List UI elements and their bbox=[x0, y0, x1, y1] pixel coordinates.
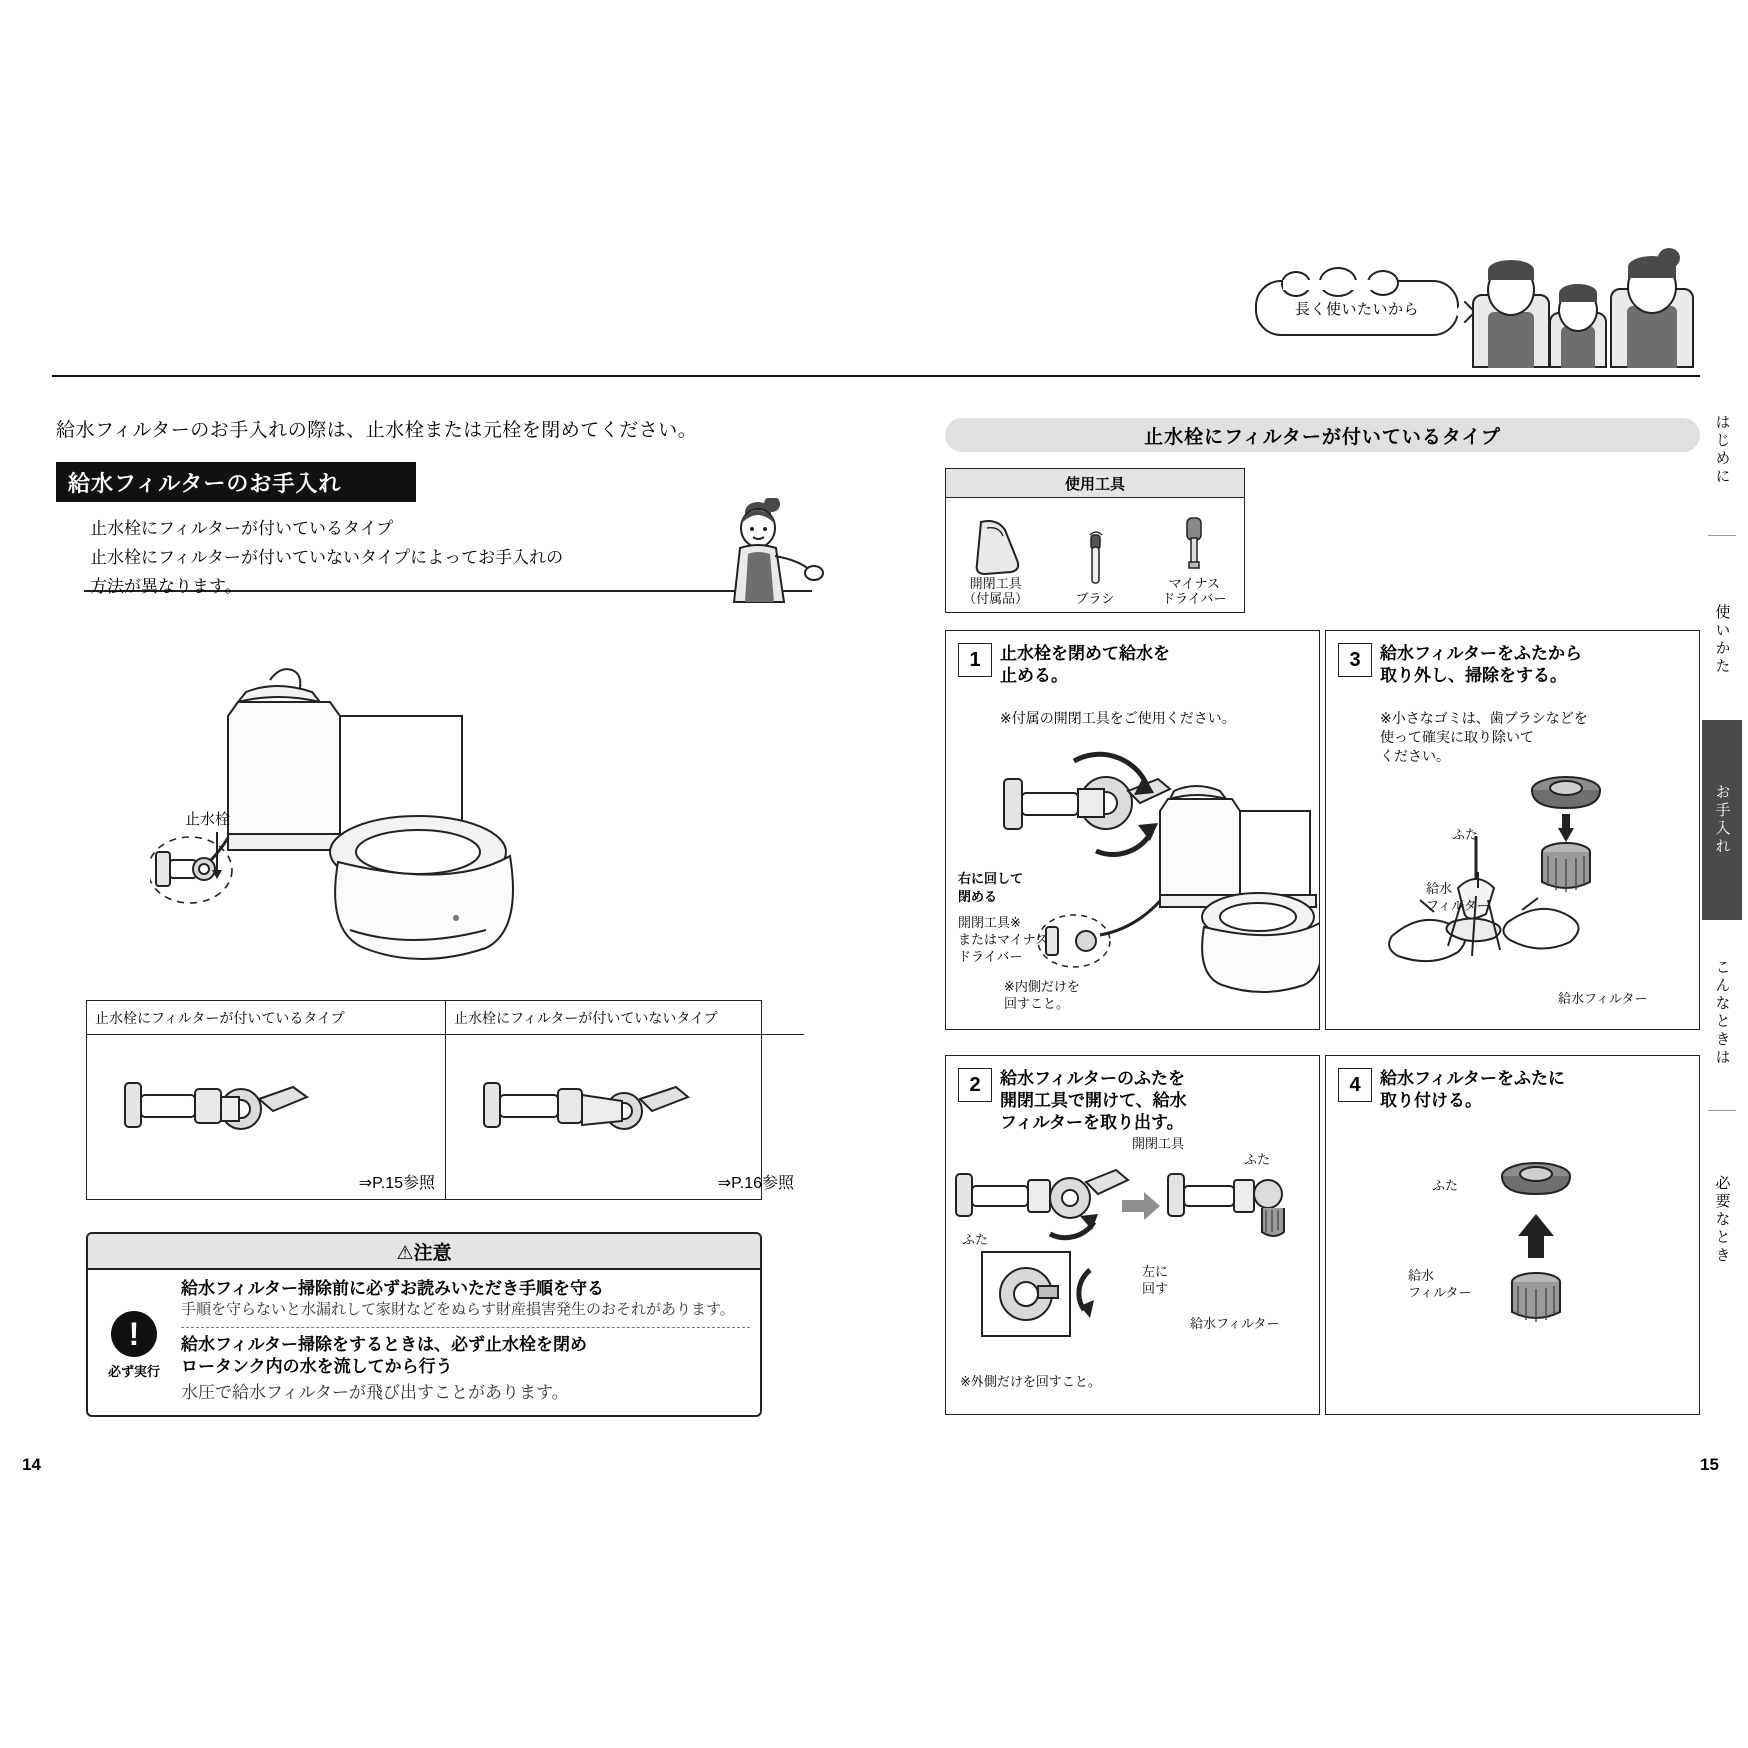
caution-item-2-normal: 水圧で給水フィルターが飛び出すことがあります。 bbox=[181, 1382, 569, 1402]
tool-brush bbox=[1045, 498, 1144, 613]
tool-opener-name-2: （付属品） bbox=[963, 591, 1029, 607]
step-4-label-filter-1: 給水 bbox=[1408, 1268, 1435, 1283]
type-cell-with-filter bbox=[87, 1001, 445, 1199]
side-tab-strip bbox=[1702, 380, 1742, 1300]
note-line-3: 方法が異なります。 bbox=[90, 576, 242, 596]
tool-screwdriver-name-1: マイナス bbox=[1168, 575, 1220, 591]
type-ref-p15: ⇒P.15参照 bbox=[358, 1175, 435, 1192]
step-1-label-tool-1: 開閉工具※ bbox=[958, 915, 1021, 930]
step-2-label-lid-right: ふた bbox=[1244, 1152, 1271, 1167]
speech-balloon bbox=[1255, 280, 1459, 336]
balloon-text: 長く使いたいから bbox=[1294, 300, 1419, 318]
caution-item-1-strong: 給水フィルター掃除前に必ずお読みいただき手順を守る bbox=[181, 1279, 604, 1298]
pointer-arrow bbox=[216, 832, 218, 872]
side-tab-konnatokiha[interactable]: こんなときは bbox=[1713, 958, 1731, 1067]
step-1-label-inner-2: 回すこと。 bbox=[1004, 996, 1070, 1011]
step-3-note: ※小さなゴミは、歯ブラシなどを 使って確実に取り除いて ください。 bbox=[1380, 710, 1588, 764]
step-3-number: 3 bbox=[1338, 643, 1372, 677]
side-tab-hitsuyounatoki[interactable]: 必要なとき bbox=[1713, 1175, 1731, 1265]
toilet-illustration bbox=[150, 630, 670, 960]
step-1-label-turn-right-1: 右に回して bbox=[958, 871, 1024, 886]
lead-text: 給水フィルターのお手入れの際は、止水栓または元栓を閉めてください。 bbox=[56, 420, 698, 441]
header-illustration bbox=[1255, 280, 1715, 400]
type-ref-p16: ⇒P.16参照 bbox=[717, 1175, 794, 1192]
family-illustration bbox=[1470, 238, 1710, 368]
step-2-label-tool: 開閉工具 bbox=[1132, 1136, 1185, 1151]
step-3-label-filter-bottom: 給水フィルター bbox=[1558, 991, 1648, 1006]
step-3-label-lid: ふた bbox=[1452, 827, 1479, 842]
caution-item-2-strong-2: ロータンク内の水を流してから行う bbox=[181, 1356, 453, 1376]
tool-screwdriver bbox=[1145, 498, 1244, 613]
tool-opener-name-1: 開閉工具 bbox=[969, 575, 1022, 591]
step-1-title: 止水栓を閉めて給水を 止める。 bbox=[1000, 644, 1170, 686]
section-title: 給水フィルターのお手入れ bbox=[56, 462, 416, 502]
step-2-label-lid-left: ふた bbox=[962, 1232, 989, 1247]
caution-divider bbox=[181, 1327, 750, 1328]
note-line-2: 止水栓にフィルターが付いていないタイプによってお手入れの bbox=[90, 547, 564, 567]
tool-opener bbox=[946, 498, 1045, 613]
step-1-note: ※付属の開閉工具をご使用ください。 bbox=[1000, 710, 1236, 726]
step-2-label-turn-left-2: 回す bbox=[1142, 1281, 1169, 1296]
step-2 bbox=[945, 1055, 1320, 1415]
step-2-label-filter: 給水フィルター bbox=[1190, 1316, 1280, 1331]
step-3-label-filter-2: フィルター bbox=[1426, 898, 1490, 913]
step-3 bbox=[1325, 630, 1700, 1030]
step-4-title: 給水フィルターをふたに 取り付ける。 bbox=[1380, 1069, 1565, 1111]
step-3-label-filter-1: 給水 bbox=[1426, 881, 1453, 896]
header-divider bbox=[52, 375, 1700, 377]
caution-item-2-strong-1: 給水フィルター掃除をするときは、必ず止水栓を閉め bbox=[181, 1334, 587, 1354]
step-2-number: 2 bbox=[958, 1068, 992, 1102]
step-2-title: 給水フィルターのふたを 開閉工具で開けて、給水 フィルターを取り出す。 bbox=[1000, 1069, 1187, 1133]
caution-icon-label: 必ず実行 bbox=[107, 1364, 160, 1379]
page-number-right: 15 bbox=[1700, 1455, 1719, 1474]
step-4-label-lid: ふた bbox=[1432, 1178, 1459, 1193]
caution-title: ⚠注意 bbox=[88, 1234, 760, 1270]
side-tab-tsukaikata[interactable]: 使いかた bbox=[1713, 604, 1731, 676]
step-1-label-turn-right-2: 閉める bbox=[958, 889, 998, 904]
exclamation-icon: ! bbox=[111, 1311, 157, 1357]
step-1-label-tool-2: またはマイナス bbox=[958, 932, 1049, 947]
step-1-label-tool-3: ドライバー bbox=[958, 949, 1023, 964]
figure-child bbox=[1548, 276, 1608, 368]
label-shutoff-valve: 止水栓 bbox=[185, 811, 231, 828]
step-4-number: 4 bbox=[1338, 1068, 1372, 1102]
tools-box bbox=[945, 468, 1245, 613]
step-3-title: 給水フィルターをふたから 取り外し、掃除をする。 bbox=[1380, 644, 1582, 686]
type-header-with-filter: 止水栓にフィルターが付いているタイプ bbox=[87, 1001, 445, 1035]
tools-header: 使用工具 bbox=[946, 469, 1244, 498]
figure-father bbox=[1470, 250, 1552, 368]
type-comparison-table bbox=[86, 1000, 794, 1200]
figure-mother bbox=[1606, 242, 1698, 368]
type-cell-without-filter bbox=[445, 1001, 804, 1199]
type-header-without-filter: 止水栓にフィルターが付いていないタイプ bbox=[446, 1001, 804, 1035]
step-4-label-filter-2: フィルター bbox=[1408, 1285, 1472, 1300]
page-number-left: 14 bbox=[22, 1455, 41, 1474]
step-1 bbox=[945, 630, 1320, 1030]
caution-box bbox=[86, 1232, 762, 1417]
step-1-label-inner-1: ※内側だけを bbox=[1004, 979, 1080, 994]
caution-icon-group bbox=[88, 1270, 181, 1417]
step-1-number: 1 bbox=[958, 643, 992, 677]
step-2-label-turn-left-1: 左に bbox=[1142, 1264, 1169, 1279]
step-4 bbox=[1325, 1055, 1700, 1415]
caution-item-1-normal: 手順を守らないと水漏れして家財などをぬらす財産損害発生のおそれがあります。 bbox=[181, 1301, 735, 1319]
note-line-1: 止水栓にフィルターが付いているタイプ bbox=[90, 519, 394, 538]
side-tab-oteire[interactable]: お手入れ bbox=[1702, 720, 1742, 920]
tool-brush-name-1: ブラシ bbox=[1075, 591, 1115, 607]
tool-screwdriver-name-2: ドライバー bbox=[1162, 591, 1227, 607]
step-2-label-outer: ※外側だけを回すこと。 bbox=[960, 1374, 1101, 1389]
side-tab-hajimeni[interactable]: はじめに bbox=[1713, 414, 1731, 486]
right-page-banner: 止水栓にフィルターが付いているタイプ bbox=[945, 418, 1700, 452]
pointing-lady-illustration bbox=[700, 498, 830, 608]
